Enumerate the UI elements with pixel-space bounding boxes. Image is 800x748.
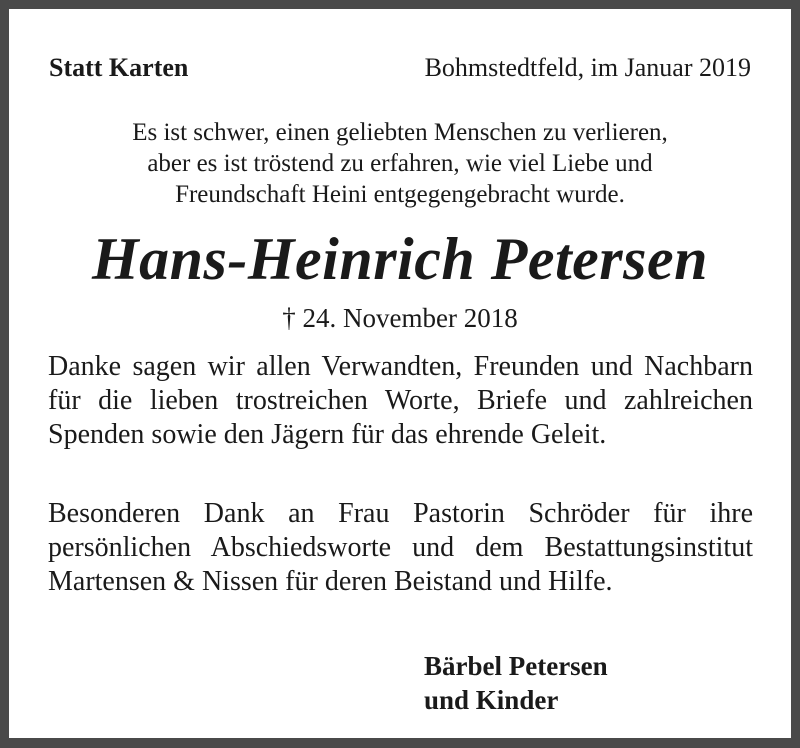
- deceased-name: Hans-Heinrich Petersen: [91, 226, 708, 292]
- obituary-card: [9, 9, 791, 738]
- signature-name: Bärbel Petersen: [424, 651, 608, 681]
- intro-line: Es ist schwer, einen geliebten Menschen zu verlieren,: [132, 119, 668, 146]
- intro-line: Freundschaft Heini entgegengebracht wurde.: [175, 181, 625, 208]
- signature-family: und Kinder: [424, 685, 559, 715]
- intro-text: [49, 117, 751, 210]
- statt-karten-label: Statt Karten: [49, 53, 189, 82]
- death-date: † 24. November 2018: [282, 303, 518, 333]
- intro-line: aber es ist tröstend zu erfahren, wie viel Liebe und: [147, 150, 653, 177]
- signature: [424, 649, 608, 717]
- place-date-line: Bohmstedtfeld, im Januar 2019: [424, 53, 751, 82]
- header-row: [49, 51, 751, 85]
- special-thanks-paragraph: Besonderen Dank an Frau Pastorin Schröder für ihre persönlichen Abschiedsworte und dem Bestattungsinstitut Martensen & Nissen für deren Beistand und Hilfe.: [48, 498, 753, 597]
- thanks-paragraph: Danke sagen wir allen Verwandten, Freunden und Nachbarn für die lieben trostreichen Worte, Briefe und zahlreichen Spenden sowie den Jägern für das ehrende Geleit.: [48, 351, 753, 450]
